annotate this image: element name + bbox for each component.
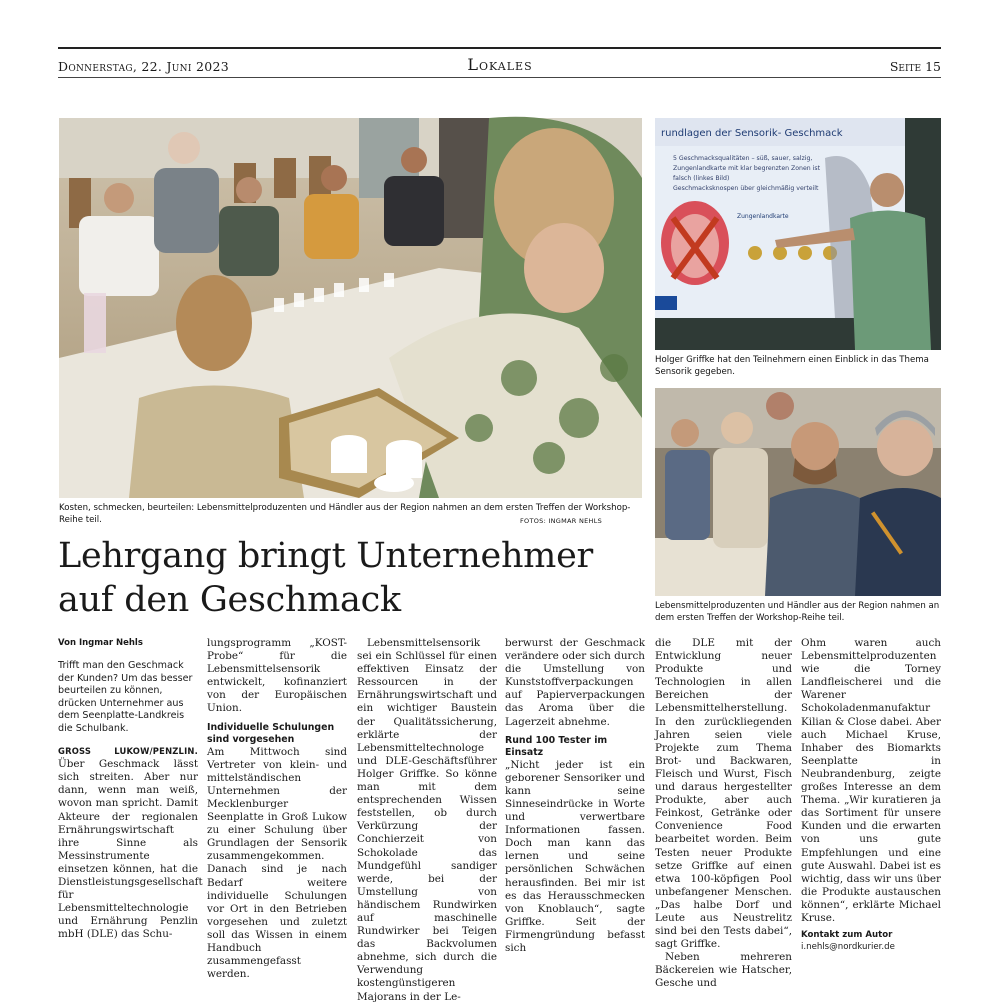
presentation-photo [655,118,941,350]
article-headline [58,534,648,622]
tasting-workshop-illustration [59,118,642,498]
main-photo-caption: Kosten, schmecken, beurteilen: Lebensmittelproduzenten und Händler aus der Region nahmen an dem ersten Treffen der Workshop-Reihe teil. [59,503,631,525]
slide-bullet: Geschmacksknospen über gleichmäßig verteilt [673,185,819,192]
slide-bullet: 5 Geschmacksqualitäten – süß, sauer, salzig, [673,155,813,162]
presentation-caption: Holger Griffke hat den Teilnehmern einen Einblick in das Thema Sensorik gegeben. [655,355,929,377]
article-paragraph: „Nicht jeder ist ein geborener Sensoriker und kann seine Sinneseindrücke in Worte und verwertbare Informationen fassen. Doch man kann das lernen und seine persönlichen Schwächen herausfinden. Bei mir ist es das Herausschmecken von Knoblauch“, sagte Griffke. Seit der Firmengründung befasst sich [505,758,645,954]
presentation-illustration [655,118,941,350]
photo-credit: FOTOS: INGMAR NEHLS [520,517,603,525]
article-paragraph: Am Mittwoch sind Vertreter von klein- und mittelständischen Unternehmen der Mecklenburger Seenplatte in Groß Lukow zu einer Schulung über Grundlagen der Sensorik zusammengekommen. Danach sind je nach Bedarf weitere individuelle Schulungen vor Ort in den Betrieben vorgesehen und zuletzt soll das Wissen in einem Handbuch zusammengefasst werden. [207,745,347,981]
article-column-1 [58,637,203,942]
article-column-4 [505,637,645,955]
top-rule [58,47,941,49]
article-column-6 [801,637,941,953]
section-title: Lokales [467,55,533,74]
article-paragraph [58,745,203,941]
main-photo-tasting-workshop [59,118,642,498]
article-column-5 [655,637,792,991]
issue-date: Donnerstag, 22. Juni 2023 [58,59,229,74]
article-paragraph: Ohm waren auch Lebensmittelproduzenten wie die Torney Landfleischerei und die Warener Schokoladenmanufaktur Kilian & Close dabei. Aber auch Michael Kruse, Inhaber des Biomarkts Seenplatte in Neubrandenburg, zeigte großes Interesse an dem Thema. „Wir kuratieren ja das Sortiment für unsere Kunden und die erwarten von uns gute Empfehlungen und eine gute Auswahl. Dabei ist es wichtig, dass wir uns über die Produkte austauschen können“, erklärte Michael Kruse. [801,637,941,924]
participants-illustration [655,388,941,596]
contact-label: Kontakt zum Autor [801,930,893,941]
author-contact [801,929,941,953]
col1-text: Über Geschmack lässt sich streiten. Aber nur dann, wenn man weiß, wovon man spricht. Damit Akteure der regionalen Ernährungswirtschaft ihre Sinne als Messinstrumente einsetzen können, hat die Dienstleistungsgesellschaft für Lebensmitteltechnologie und Ernährung Penzlin mbH (DLE) das Schu- [58,758,203,941]
participants-caption: Lebensmittelproduzenten und Händler aus der Region nahmen an dem ersten Treffen der Workshop-Reihe teil. [655,601,940,623]
article-paragraph: berwurst der Geschmack verändere oder sich durch die Umstellung von Kunststoffverpackungen auf Papierverpackungen das Aroma über die Lagerzeit abnehme. [505,637,645,728]
article-teaser: Trifft man den Geschmack der Kunden? Um das besser beurteilen zu können, drücken Unternehmer aus dem Seenplatte-Landkreis die Schulbank. [58,660,193,734]
header-rule [58,77,941,78]
subheading: Rund 100 Tester im Einsatz [505,734,608,758]
headline-line-2: auf den Geschmack [58,580,401,620]
page-number: Seite 15 [889,59,941,74]
article-paragraph: die DLE mit der Entwicklung neuer Produkte und Technologien in allen Bereichen der Lebensmittelherstellung. In den zurückliegenden Jahren seien viele Projekte zum Thema Brot- und Backwaren, Fleisch und Wurst, Fisch und daraus hergestellter Produkte, aber auch Feinkost, Getränke oder Convenience Food bearbeitet worden. Beim Testen neuer Produkte setze Griffke auf einen etwa 100-köpfigen Pool unbefangener Menschen. „Das halbe Dorf und Leute aus Neustrelitz sind bei den Tests dabei“, sagt Griffke. [655,637,792,951]
contact-email[interactable]: i.nehls@nordkurier.de [801,942,895,953]
author-byline: Von Ingmar Nehls [58,638,143,648]
slide-title: rundlagen der Sensorik- Geschmack [661,128,843,139]
article-column-2 [207,637,347,981]
article-paragraph: Lebensmittelsensorik sei ein Schlüssel für einen effektiven Einsatz der Ressourcen in der Ernährungswirtschaft und ein wichtiger Baustein der Qualitätssicherung, erklärte der Lebensmitteltechnologe und DLE-Geschäftsführer Holger Griffke. So könne man mit dem entsprechenden Wissen feststellen, ob durch Verkürzung der Conchierzeit von Schokolade das Mundgefühl sandiger werde, bei der Umstellung von händischem Rundwirken auf maschinelle Rundwirker bei Teigen das Backvolumen abnehme, sich durch die Verwendung kostengünstigeren Majorans in der Le- [357,637,497,1003]
headline-line-1: Lehrgang bringt Unternehmer [58,536,593,576]
slide-bullet: Zungenlandkarte mit klar begrenzten Zonen ist [673,165,821,172]
article-paragraph: Neben mehreren Bäckereien wie Hatscher, Gesche und [655,951,792,990]
article-paragraph: lungsprogramm „KOST-Probe“ für die Lebensmittelsensorik entwickelt, kofinanziert von der Europäischen Union. [207,637,347,715]
subheading: Individuelle Schulungen sind vorgesehen [207,721,335,745]
participants-photo [655,388,941,596]
slide-tongue-label: Zungenlandkarte [737,213,789,220]
dateline: GROSS LUKOW/PENZLIN. [58,746,198,757]
slide-bullet: falsch (linkes Bild) [673,175,730,182]
article-column-3 [357,637,497,1004]
